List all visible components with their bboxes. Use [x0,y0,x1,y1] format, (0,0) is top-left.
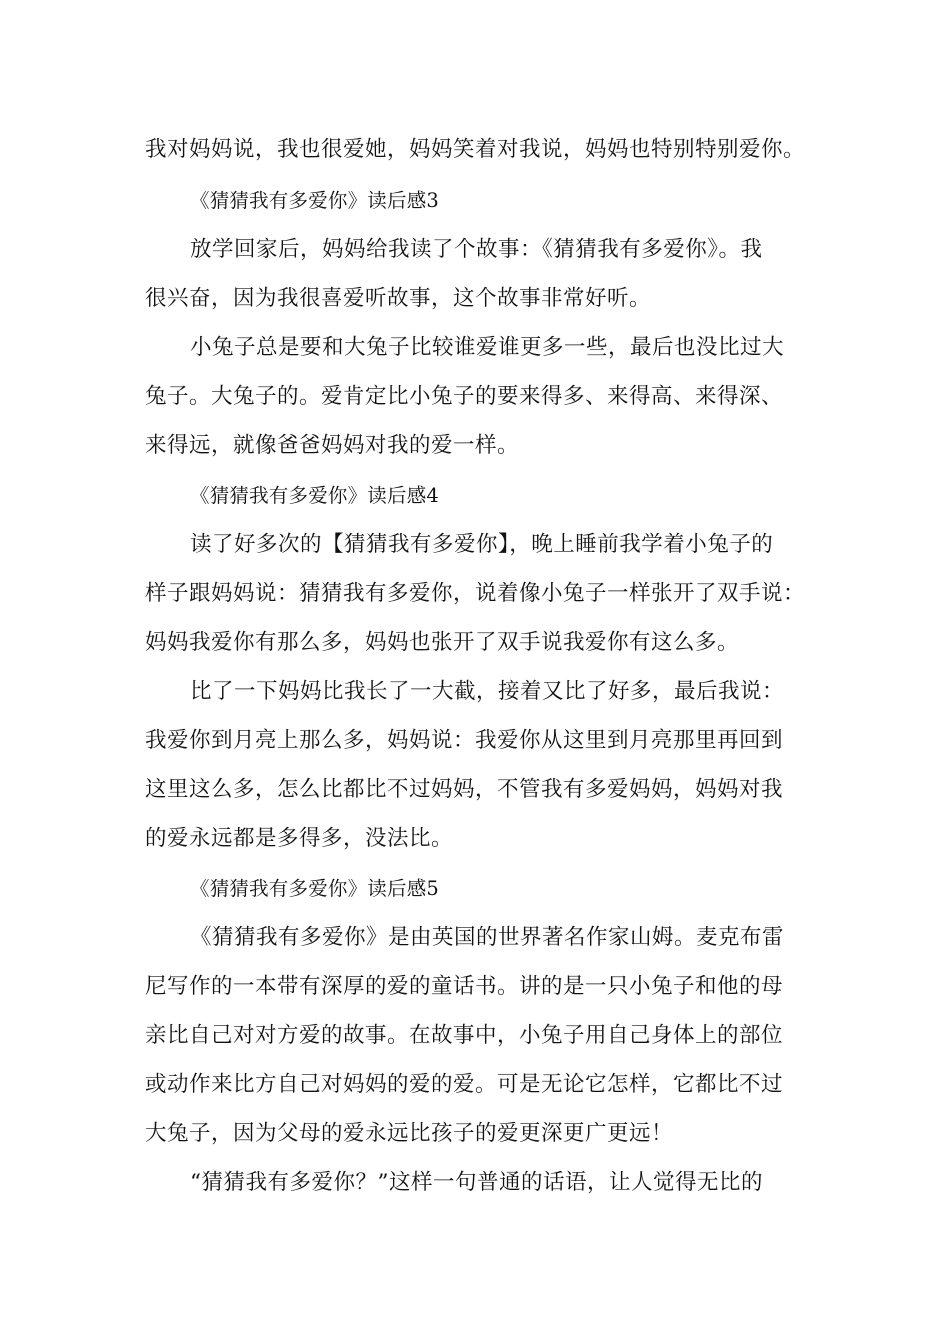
body-text-line: 兔子。大兔子的。爱肯定比小兔子的要来得多、来得高、来得深、 [145,384,784,409]
body-text-line: 放学回家后，妈妈给我读了个故事：《猜猜我有多爱你》。我 [190,237,763,262]
body-text-line: 我爱你到月亮上那么多，妈妈说：我爱你从这里到月亮那里再回到 [145,728,784,753]
body-text-line: 我对妈妈说，我也很爱她，妈妈笑着对我说，妈妈也特别特别爱你。 [145,137,806,162]
body-text-line: 来得远，就像爸爸妈妈对我的爱一样。 [145,433,520,458]
body-text-line: 读了好多次的【猜猜我有多爱你】，晚上睡前我学着小兔子的 [190,532,774,557]
body-text-line: 比了一下妈妈比我长了一大截，接着又比了好多，最后我说： [190,679,785,704]
section-heading: 《猜猜我有多爱你》读后感5 [190,877,440,900]
body-text-line: 样子跟妈妈说：猜猜我有多爱你，说着像小兔子一样张开了双手说： [145,581,806,606]
body-text-line: 或动作来比方自己对妈妈的爱的爱。可是无论它怎样，它都比不过 [145,1072,784,1097]
body-text-line: 妈妈我爱你有那么多，妈妈也张开了双手说我爱你有这么多。 [145,630,740,655]
body-text-line: 这里这么多，怎么比都比不过妈妈，不管我有多爱妈妈，妈妈对我 [145,777,784,802]
body-text-line: “猜猜我有多爱你？”这样一句普通的话语，让人觉得无比的 [190,1170,763,1195]
body-text-line: 尼写作的一本带有深厚的爱的童话书。讲的是一只小兔子和他的母 [145,974,784,999]
body-text-line: 小兔子总是要和大兔子比较谁爱谁更多一些，最后也没比过大 [190,335,785,360]
body-text-line: 很兴奋，因为我很喜爱听故事，这个故事非常好听。 [145,286,652,311]
body-text-line: 《猜猜我有多爱你》是由英国的世界著名作家山姆。麦克布雷 [190,925,785,950]
section-heading: 《猜猜我有多爱你》读后感3 [190,189,440,212]
section-heading: 《猜猜我有多爱你》读后感4 [190,484,440,507]
body-text-line: 的爱永远都是多得多，没法比。 [145,826,454,851]
body-text-line: 亲比自己对对方爱的故事。在故事中，小兔子用自己身体上的部位 [145,1023,784,1048]
body-text-line: 大兔子，因为父母的爱永远比孩子的爱更深更广更远！ [145,1121,674,1146]
